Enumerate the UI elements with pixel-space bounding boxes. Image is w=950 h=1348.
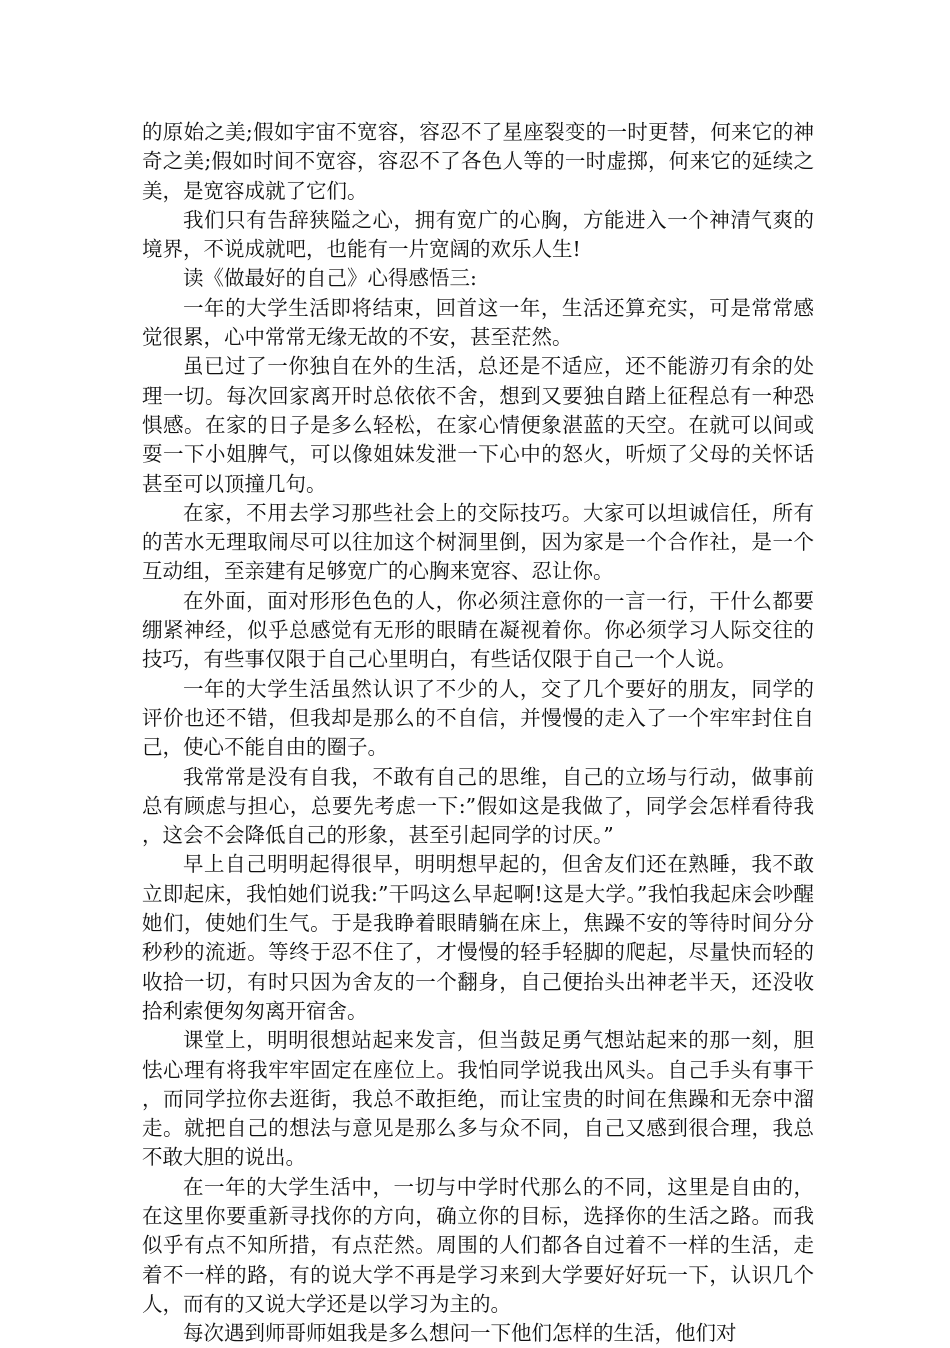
section-heading: 读《做最好的自己》心得感悟三:	[183, 266, 477, 291]
paragraph-11: 课堂上，明明很想站起来发言，但当鼓足勇气想站起来的那一刻，胆怯心理有将我牢牢固定在座位上。我怕同学说我出风头。自己手头有事干，而同学拉你去逛街，我总不敢拒绝，而让宝贵的时间在焦躁和无奈中溜走。就把自己的想法与意见是那么多与众不同，自己又感到很合理，我总不敢大胆的说出。	[142, 1028, 814, 1170]
paragraph-5: 虽已过了一你独自在外的生活，总还是不适应，还不能游刃有余的处理一切。每次回家离开时总依依不舍，想到又要独自踏上征程总有一种恐惧感。在家的日子是多么轻松，在家心情便象湛蓝的天空。在就可以间或耍一下小姐脾气，可以像姐妹发泄一下心中的怒火，听烦了父母的关怀话甚至可以顶撞几句。	[142, 354, 814, 496]
paragraph-6: 在家，不用去学习那些社会上的交际技巧。大家可以坦诚信任，所有的苦水无理取闹尽可以往加这个树洞里倒，因为家是一个合作社，是一个互动组，至亲建有足够宽广的心胸来宽容、忍让你。	[142, 500, 814, 584]
paragraph-12: 在一年的大学生活中，一切与中学时代那么的不同，这里是自由的，在这里你要重新寻找你的方向，确立你的目标，选择你的生活之路。而我似乎有点不知所措，有点茫然。周围的人们都各自过着不一样的生活，走着不一样的路，有的说大学不再是学习来到大学要好好玩一下，认识几个人，而有的又说大学还是以学习为主的。	[142, 1174, 814, 1316]
paragraph-13: 每次遇到师哥师姐我是多么想问一下他们怎样的生活，他们对	[183, 1321, 737, 1346]
document-body	[142, 118, 814, 1348]
paragraph-7: 在外面，面对形形色色的人，你必须注意你的一言一行，干什么都要绷紧神经，似乎总感觉有无形的眼睛在凝视着你。你必须学习人际交往的技巧，有些事仅限于自己心里明白，有些话仅限于自己一个人说。	[142, 588, 814, 672]
paragraph-4: 一年的大学生活即将结束，回首这一年，生活还算充实，可是常常感觉很累，心中常常无缘无故的不安，甚至茫然。	[142, 295, 814, 350]
paragraph-2: 我们只有告辞狭隘之心，拥有宽广的心胸，方能进入一个神清气爽的境界，不说成就吧，也能有一片宽阔的欢乐人生!	[142, 207, 814, 262]
paragraph-10: 早上自己明明起得很早，明明想早起的，但舍友们还在熟睡，我不敢立即起床，我怕她们说我:”干吗这么早起啊!这是大学。”我怕我起床会吵醒她们，使她们生气。于是我睁着眼睛躺在床上，焦躁不安的等待时间分分秒秒的流逝。等终于忍不住了，才慢慢的轻手轻脚的爬起，尽量快而轻的收拾一切，有时只因为舍友的一个翻身，自己便抬头出神老半天，还没收拾利索便匆匆离开宿舍。	[142, 852, 814, 1023]
paragraph-9: 我常常是没有自我，不敢有自己的思维，自己的立场与行动，做事前总有顾虑与担心，总要先考虑一下:”假如这是我做了，同学会怎样看待我，这会不会降低自己的形象，甚至引起同学的讨厌。”	[142, 764, 814, 848]
paragraph-8: 一年的大学生活虽然认识了不少的人，交了几个要好的朋友，同学的评价也还不错，但我却是那么的不自信，并慢慢的走入了一个牢牢封住自己，使心不能自由的圈子。	[142, 676, 814, 760]
paragraph-1: 的原始之美;假如宇宙不宽容，容忍不了星座裂变的一时更替，何来它的神奇之美;假如时间不宽容，容忍不了各色人等的一时虚掷，何来它的延续之美，是宽容成就了它们。	[142, 120, 814, 203]
